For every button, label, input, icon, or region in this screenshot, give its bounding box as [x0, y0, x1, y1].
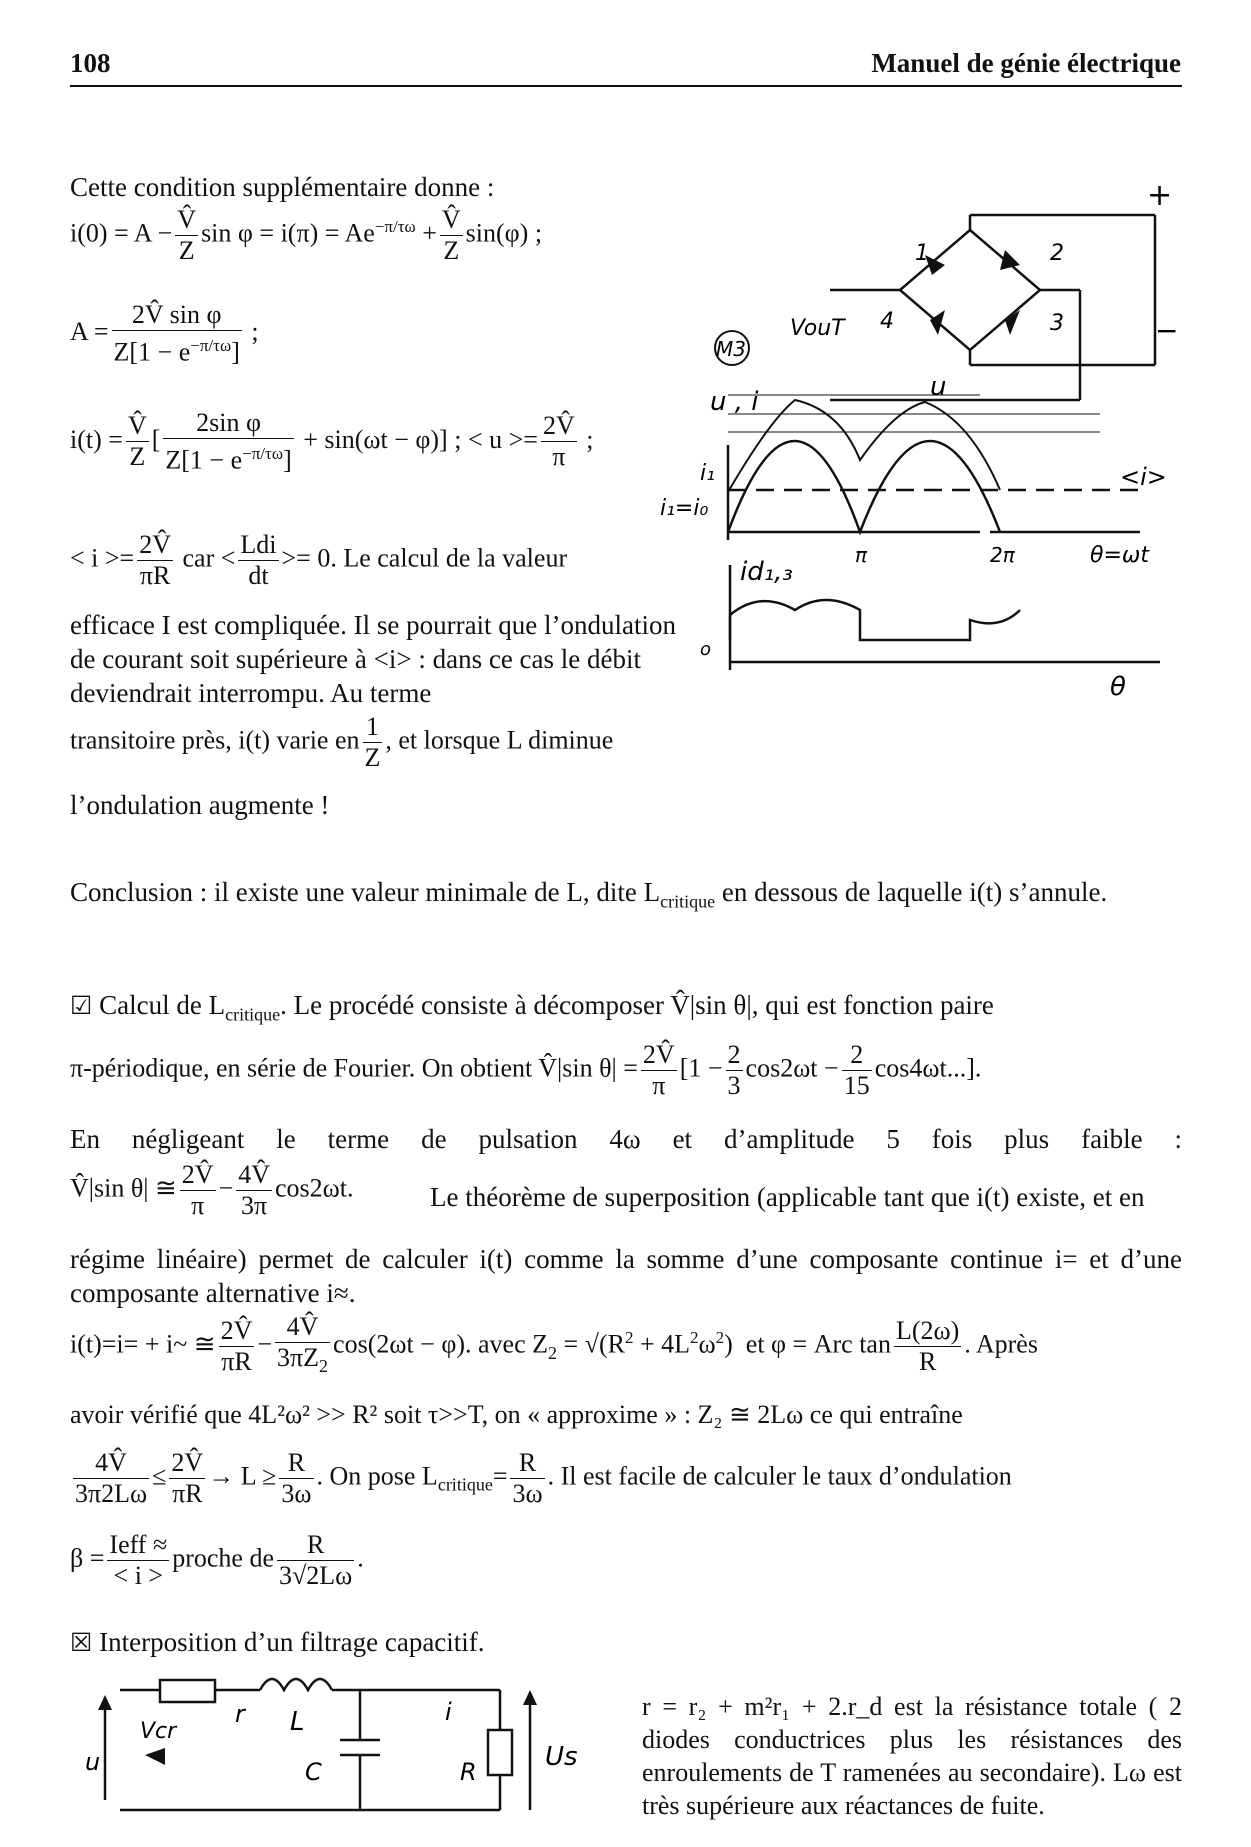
approx-equation: V̂|sin θ| ≅ $\frac{2V̂}{\pi}$ − $\frac{4V̂}{3\pi}$ cos2ωt. [70, 1160, 354, 1220]
fourier-pre: π-périodique, en série de Fourier. On obtient [70, 1053, 533, 1083]
diode-3-label: 3 [1050, 311, 1064, 336]
book-title: Manuel de génie électrique [871, 48, 1181, 78]
u-curve-label: u [930, 372, 947, 402]
diode-current-plot [730, 565, 1160, 670]
equation-A: A = $\frac{\text{2V̂ sin φ}}{Z[1 - e^{-\pi/\tau\omega}]}$ ; [70, 300, 259, 367]
diode-2-label: 2 [1050, 241, 1064, 266]
it-equation: i(t)=i= + i~ ≅ $\frac{2V̂}{\pi R}$ − $\frac{4V̂}{3\pi Z_2}$ cos(2ωt − φ). avec $Z_2 = √(R^2 + 4L^2\omega^2)$ et φ = Arc tan $\frac{L(2\omega)}{R}$ . Après [70, 1312, 1038, 1377]
plus-label: + [1147, 178, 1173, 213]
r-label: r [235, 1700, 245, 1728]
para1-tail: Le calcul de la valeur [343, 543, 568, 573]
i1-label: i₁ [700, 461, 715, 486]
superposition-text: régime linéaire) permet de calculer i(t) comme la somme d’une composante continue i= et d’une composante alternative i≈. [70, 1244, 1182, 1308]
conclusion-post: en dessous de laquelle i(t) s’annule. [715, 877, 1108, 907]
diode-4-label: 4 [880, 309, 894, 334]
vout-label: VouT [790, 316, 845, 341]
bridge-and-waveforms-figure [660, 170, 1180, 710]
fourier-line: π-périodique, en série de Fourier. On obtient V̂|sin θ| = $\frac{2V̂}{\pi}$ [1 − $\frac{2}{3}$ cos2ωt − $\frac{2}{15}$ cos4ωt...]. [70, 1040, 982, 1100]
paragraph-end: l’ondulation augmente ! [70, 790, 330, 820]
diode-4-icon [930, 310, 945, 335]
intro-text: Cette condition supplémentaire donne : [70, 172, 495, 202]
calc-title-post: . [280, 990, 287, 1020]
id13-label: id₁,₃ [740, 557, 793, 587]
page-number: 108 [70, 48, 111, 78]
u-i-axis-label: u , i [710, 387, 759, 417]
voltage-current-plot [728, 395, 1140, 540]
calc-title-pre: Calcul de L [99, 990, 226, 1020]
us-label: Us [545, 1742, 578, 1772]
theta-wt-label: θ=ωt [1090, 543, 1149, 568]
paragraph-ripple: efficace I est compliquée. Il se pourrait que l’ondulation de courant soit supérieure à <i> : dans ce cas le débit deviendrait interrompu. Au terme [70, 610, 677, 708]
R-label: R [460, 1758, 477, 1786]
equation-i0: i(0) = A − $\frac{V̂}{Z}$ $\sin \varphi = i(\pi) = Ae^{-\pi/\tau\omega}$ + $\frac{V̂}{Z}$ sin(φ) ; [70, 205, 543, 265]
equation-imean: < i >= $\frac{2V̂}{\pi R}$ car < $\frac{\text{Ldi}}{dt}$ >= 0. Le calcul de la valeur [70, 530, 568, 590]
para1b-post: , et lorsque L diminue [385, 725, 614, 755]
C-label: C [305, 1758, 322, 1786]
neglect-text: En négligeant le terme de pulsation 4ω et d’amplitude 5 fois plus faible : [70, 1124, 1182, 1154]
paragraph-1-over-z: transitoire près, i(t) varie en $\frac{1}{Z}$ , et lorsque L diminue [70, 712, 614, 772]
crossed-box-icon: ☒ [70, 1628, 93, 1657]
diode-2-icon [1000, 250, 1020, 270]
i1-i0-label: i₁=i₀ [660, 496, 709, 521]
filter-title: Interposition d’un filtrage capacitif. [99, 1627, 485, 1657]
diode-bridge [830, 215, 1155, 400]
checked-box-icon: ☑ [70, 991, 93, 1020]
vcr-label: Vcr [140, 1719, 177, 1744]
m3-label: M3 [716, 337, 746, 361]
theta-label: θ [1110, 672, 1126, 702]
superposition-first: Le théorème de superposition (applicable tant que i(t) existe, et en [430, 1182, 1145, 1212]
u-label: u [85, 1748, 101, 1776]
conclusion-pre: Conclusion : il existe une valeur minimale de L, dite L [70, 877, 661, 907]
inductor-L [260, 1679, 332, 1690]
lcritique-equation: $\frac{4V̂}{3\pi 2L\omega}$ ≤ $\frac{2V̂}{\pi R}$ → L ≥ $\frac{R}{3\omega}$ . On pose $L_{critique}=$ $\frac{R}{3\omega}$ . Il est facile de calculer le taux d’ondulation [75, 1448, 1012, 1508]
filter-description: r = r₂ + m²r₁ + 2.r_d est la résistance totale ( 2 diodes conductrices plus les résistances des enroulements de T ramenées au secondaire). Lω est très supérieure aux réactances de fuite. [642, 1692, 1182, 1820]
calc-text: Le procédé consiste à décomposer V̂|sin θ|, qui est fonction paire [293, 990, 994, 1020]
origin-label: o [700, 639, 712, 660]
rlc-filter-circuit [85, 1670, 610, 1830]
L-label: L [290, 1707, 305, 1737]
conclusion-sub: critique [660, 891, 716, 912]
equation-it: i(t) = $\frac{V̂}{Z}$ [ $\frac{\text{2sin φ}}{Z[1 - e^{-\pi/\tau\omega}]}$ + sin(ωt − φ)] ; < u >= $\frac{2V̂}{\pi}$ ; [70, 408, 594, 475]
diode-1-label: 1 [915, 241, 929, 266]
diode-vcr-icon [145, 1748, 165, 1765]
calc-title-sub: critique [225, 1004, 281, 1025]
para1b-pre: transitoire près, i(t) varie en [70, 725, 360, 755]
pi-tick: π [855, 543, 868, 567]
minus-label: − [1155, 314, 1179, 347]
conclusion-paragraph [70, 875, 1182, 918]
calc-heading [70, 988, 1182, 1031]
two-pi-tick: 2π [990, 543, 1015, 567]
header-rule [70, 85, 1182, 87]
mean-current-label: <i> [1120, 463, 1167, 491]
approx-line: avoir vérifié que 4L²ω² >> R² soit τ>>T, on « approxime » : Z₂ ≅ 2Lω ce qui entraîne [70, 1400, 963, 1429]
beta-equation: β = $\frac{\text{Ieff ≈}}{< i >}$ proche de $\frac{R}{3√2L\omega}$ . [70, 1530, 364, 1590]
resistor-R [488, 1730, 512, 1775]
filter-heading [70, 1625, 485, 1660]
i-label: i [445, 1698, 452, 1726]
